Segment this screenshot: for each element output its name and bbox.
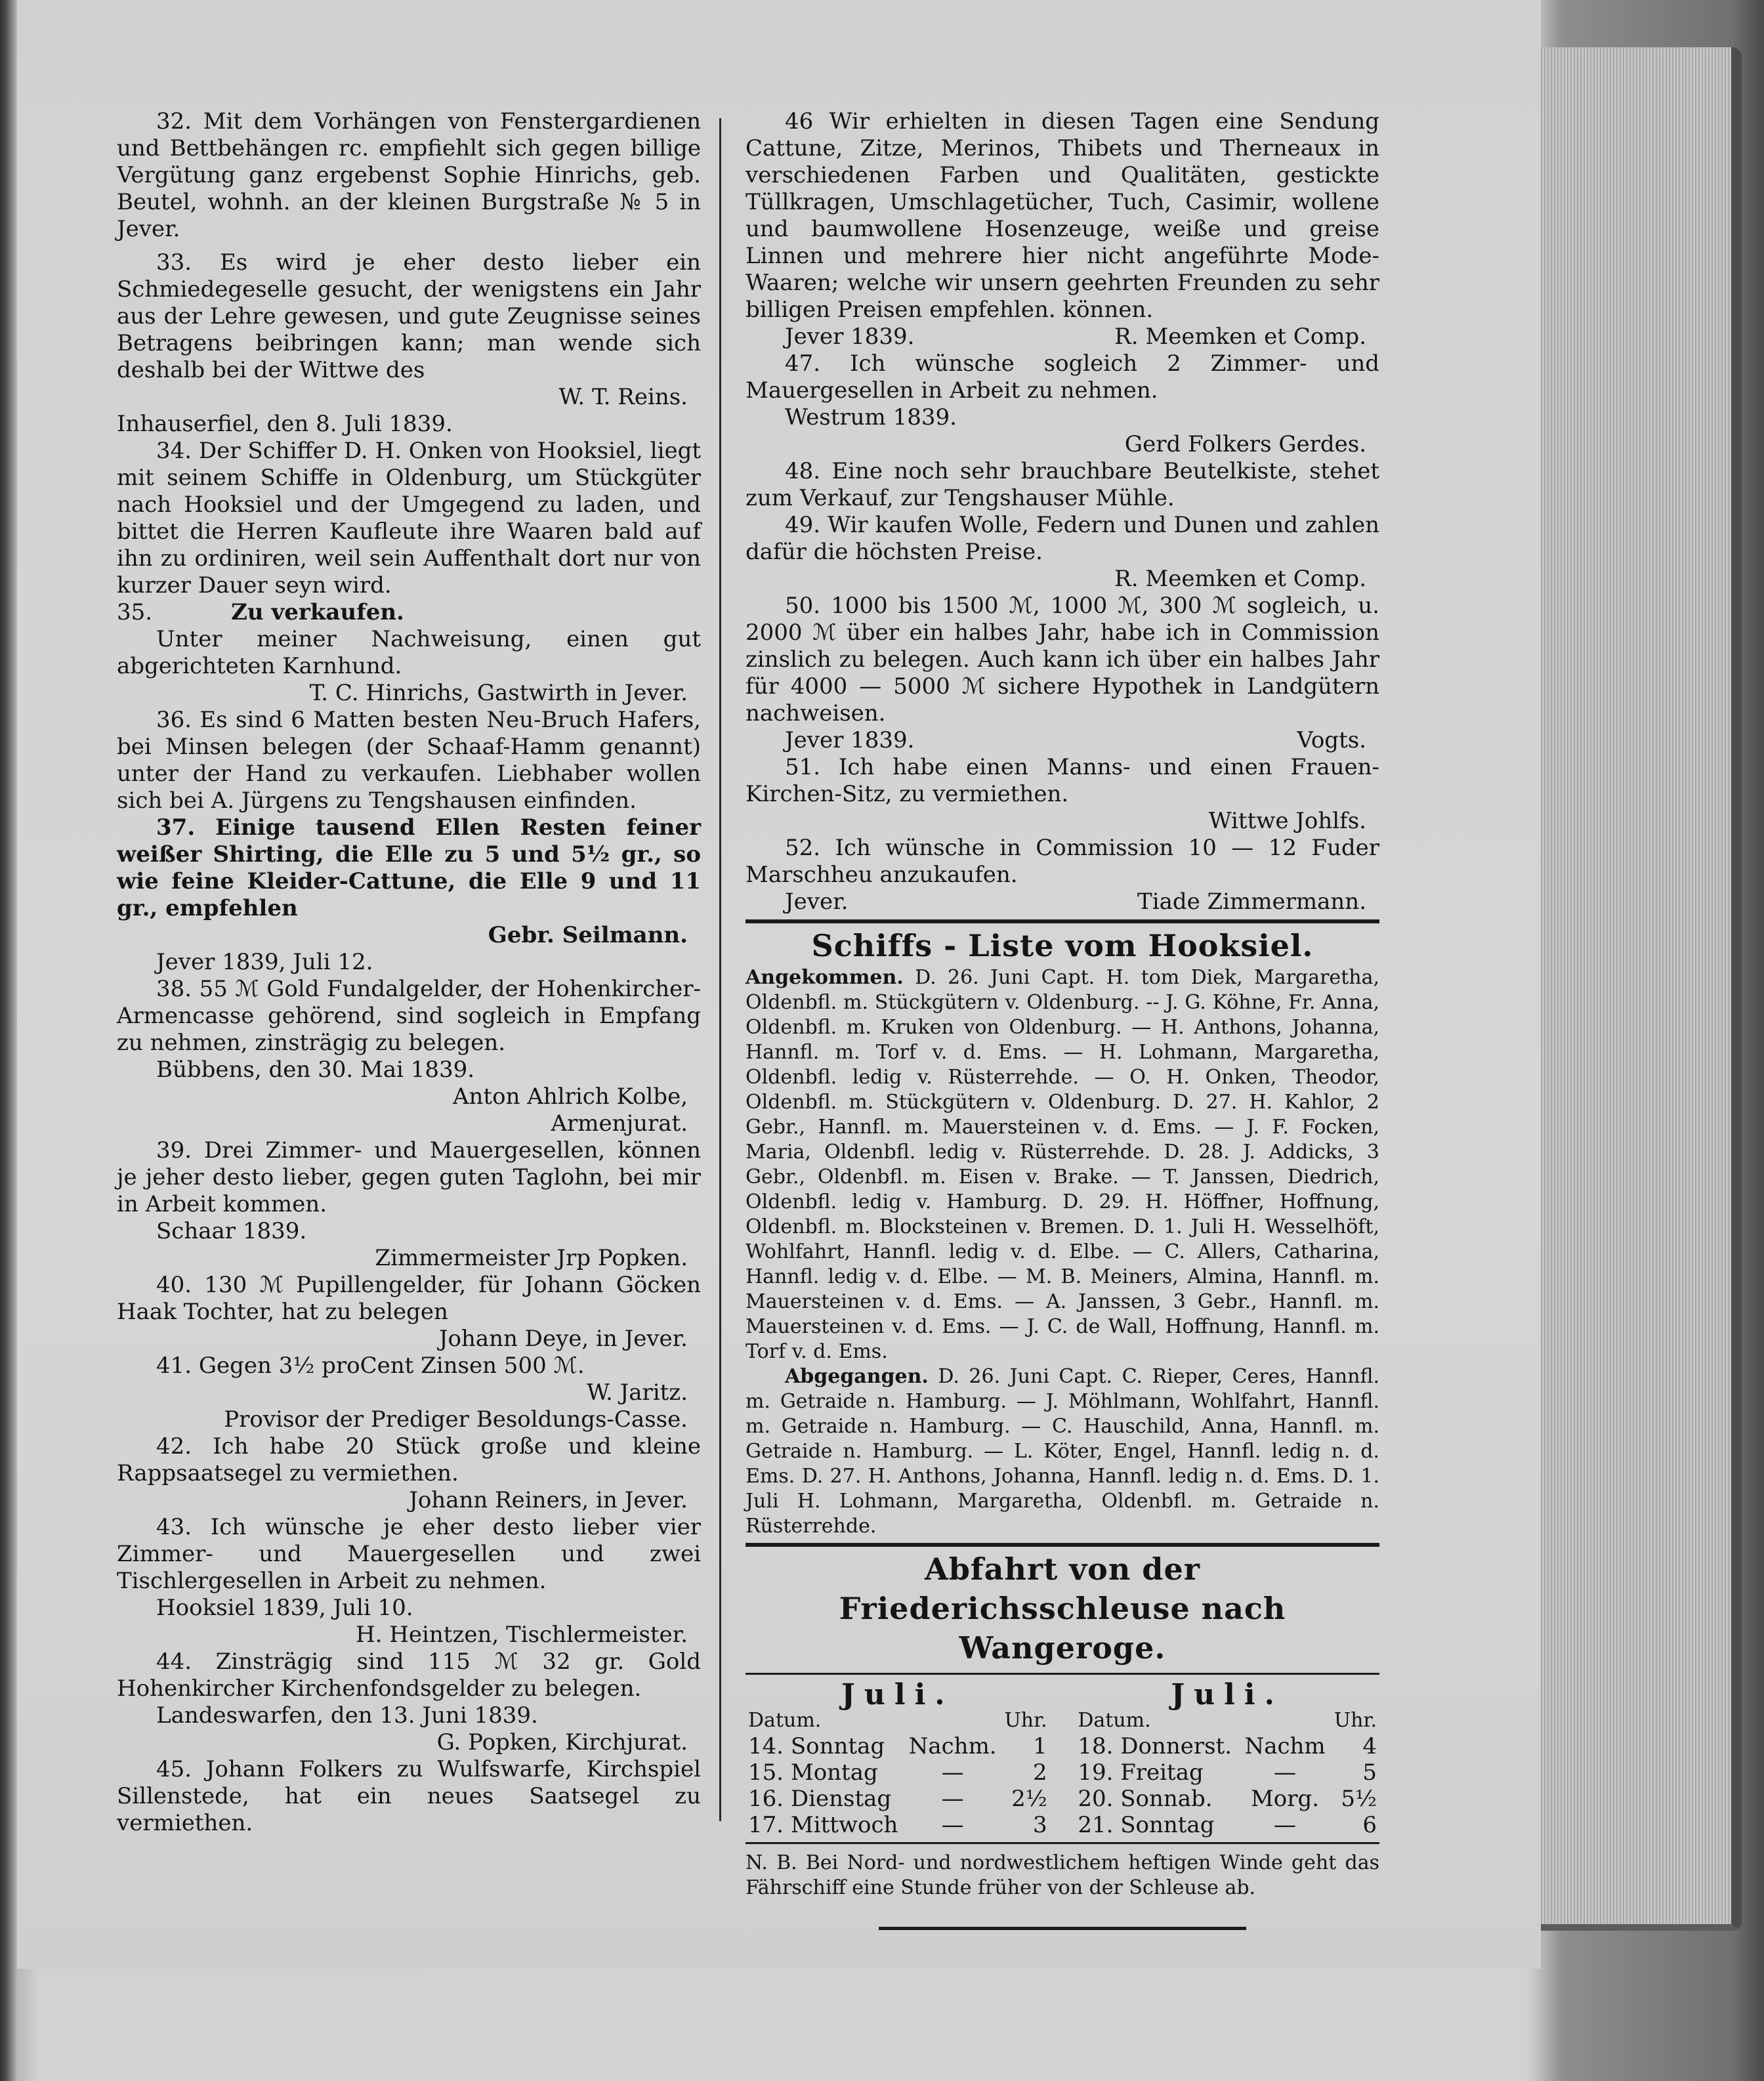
row-date: 21. Sonntag bbox=[1078, 1812, 1215, 1838]
ad-52-signature: Tiade Zimmermann. bbox=[1137, 889, 1366, 915]
col-date: Datum. bbox=[1078, 1709, 1151, 1732]
ad-47-signature: Gerd Folkers Gerdes. bbox=[1124, 431, 1366, 457]
row-hour: 2½ bbox=[1011, 1786, 1047, 1812]
ferry-table-right bbox=[1075, 1708, 1379, 1838]
ship-list-title: Schiffs - Liste vom Hooksiel. bbox=[811, 928, 1314, 963]
row-date: 15. Montag bbox=[748, 1759, 878, 1786]
column-divider bbox=[719, 118, 721, 1821]
book-page-edges bbox=[1541, 47, 1742, 1931]
ad-38: 38. 55 ℳ Gold Fundalgelder, der Hohenkircher-Armencasse gehörend, sind sogleich in Empfang zu nehmen, zinsträgig zu belegen. bbox=[117, 976, 701, 1056]
row-hour: 1 bbox=[1033, 1733, 1047, 1759]
ad-39: 39. Drei Zimmer- und Mauergesellen, können je jeher desto lieber, gegen guten Taglohn, bei mir in Arbeit kommen. bbox=[117, 1137, 701, 1217]
ad-44-date: Landeswarfen, den 13. Juni 1839. bbox=[156, 1702, 538, 1729]
ad-40-signature: Johann Deye, in Jever. bbox=[438, 1326, 688, 1352]
row-date: 16. Dienstag bbox=[748, 1786, 892, 1812]
ad-37: 37. Einige tausend Ellen Resten feiner weißer Shirting, die Elle zu 5 und 5½ gr., so wie feine Kleider-Cattune, die Elle 9 und 11 gr., empfehlen bbox=[117, 814, 701, 921]
row-date: 14. Sonntag bbox=[748, 1733, 885, 1759]
ad-35-heading bbox=[117, 599, 701, 626]
ferry-table-left bbox=[746, 1708, 1050, 1838]
ferry-title: Abfahrt von der Friederichsschleuse nach Wangeroge. bbox=[839, 1551, 1286, 1666]
end-rule bbox=[879, 1927, 1246, 1930]
ad-50: 50. 1000 bis 1500 ℳ, 1000 ℳ, 300 ℳ sogleich, u. 2000 ℳ über ein halbes Jahr, habe ich in Commission zinslich zu belegen. Auch kann ich über ein halbes Jahr für 4000 — 5000 ℳ sichere Hypothek in Landgütern nachweisen. bbox=[746, 593, 1379, 726]
ad-47: 47. Ich wünsche sogleich 2 Zimmer- und Mauergesellen in Arbeit zu nehmen. bbox=[746, 350, 1379, 404]
table-header bbox=[746, 1708, 1050, 1733]
table-row bbox=[1075, 1812, 1379, 1838]
ad-33-signature: W. T. Reins. bbox=[558, 384, 688, 410]
ad-46-footer bbox=[746, 324, 1379, 350]
ad-46: 46 Wir erhielten in diesen Tagen eine Sendung Cattune, Zitze, Merinos, Thibets und Therneaux in verschiedenen Farben und Qualitäten, gestickte Tüllkragen, Umschlagetücher, Tuch, Casimir, wollene und baumwollene Hosenzeuge, weiße und greise Linnen und mehrere hier nicht angeführte Mode-Waaren; welche wir unsern geehrten Freunden zu sehr billigen Preisen empfehlen. können. bbox=[746, 108, 1379, 323]
ad-32: 32. Mit dem Vorhängen von Fenstergardienen und Bettbehängen rc. empfiehlt sich gegen billige Vergütung ganz ergebenst Sophie Hinrichs, geb. Beutel, wohnh. an der kleinen Burgstraße № 5 in Jever. bbox=[117, 108, 701, 242]
row-date: 18. Donnerst. bbox=[1078, 1733, 1232, 1759]
ad-48: 48. Eine noch sehr brauchbare Beutelkiste, stehet zum Verkauf, zur Tengshauser Mühle. bbox=[746, 458, 1379, 511]
table-header bbox=[1075, 1708, 1379, 1733]
table-row bbox=[746, 1733, 1050, 1759]
month-left: Juli. bbox=[841, 1678, 954, 1712]
arrived-label: Angekommen. bbox=[746, 966, 904, 989]
ship-list-arrived bbox=[746, 965, 1379, 1364]
section-rule bbox=[746, 919, 1379, 923]
ad-50-signature: Vogts. bbox=[1297, 727, 1366, 753]
row-part: — bbox=[1274, 1812, 1297, 1838]
ad-43-date: Hooksiel 1839, Juli 10. bbox=[156, 1595, 413, 1621]
ad-51: 51. Ich habe einen Manns- und einen Frauen-Kirchen-Sitz, zu vermiethen. bbox=[746, 754, 1379, 807]
row-hour: 5½ bbox=[1341, 1786, 1377, 1812]
ferry-rule bbox=[746, 1673, 1379, 1675]
ferry-schedule bbox=[746, 1678, 1379, 1838]
ad-33: 33. Es wird je eher desto lieber ein Schmiedegeselle gesucht, der wenigstens ein Jahr aus der Lehre gewesen, und gute Zeugnisse seines Betragens beibringen kann; man wende sich deshalb bei der Wittwe des bbox=[117, 249, 701, 383]
ad-45: 45. Johann Folkers zu Wulfswarfe, Kirchspiel Sillenstede, hat ein neues Saatsegel zu vermiethen. bbox=[117, 1756, 701, 1836]
row-date: 17. Mittwoch bbox=[748, 1812, 898, 1838]
row-hour: 5 bbox=[1362, 1759, 1377, 1786]
ad-36: 36. Es sind 6 Matten besten Neu-Bruch Hafers, bei Minsen belegen (der Schaaf-Hamm genannt) unter der Hand zu verkaufen. Liebhaber wollen sich bei A. Jürgens zu Tengshausen einfinden. bbox=[117, 707, 701, 814]
row-part: — bbox=[941, 1812, 964, 1838]
ad-34-place: Inhauserfiel, den 8. Juli 1839. bbox=[117, 411, 453, 437]
row-part: Morg. bbox=[1250, 1786, 1320, 1812]
row-hour: 3 bbox=[1033, 1812, 1047, 1838]
ad-47-date: Westrum 1839. bbox=[785, 404, 957, 431]
table-row bbox=[1075, 1786, 1379, 1812]
ad-41: 41. Gegen 3½ proCent Zinsen 500 ℳ. bbox=[156, 1353, 585, 1379]
ferry-bottom-rule bbox=[746, 1842, 1379, 1844]
ad-42: 42. Ich habe 20 Stück große und kleine Rappsaatsegel zu vermiethen. bbox=[117, 1433, 701, 1486]
ad-40: 40. 130 ℳ Pupillengelder, für Johann Göcken Haak Tochter, hat zu belegen bbox=[117, 1272, 701, 1325]
ad-35-number: 35. bbox=[117, 599, 153, 625]
ad-46-date: Jever 1839. bbox=[785, 324, 915, 350]
ad-50-date: Jever 1839. bbox=[785, 727, 915, 753]
table-row bbox=[1075, 1733, 1379, 1759]
ad-38-place: Jever 1839, Juli 12. bbox=[156, 949, 373, 975]
table-row bbox=[1075, 1759, 1379, 1786]
right-column bbox=[746, 108, 1379, 1930]
row-hour: 4 bbox=[1362, 1733, 1377, 1759]
row-part: — bbox=[941, 1759, 964, 1786]
ferry-note: N. B. Bei Nord- und nordwestlichem heftigen Winde geht das Fährschiff eine Stunde früher von der Schleuse ab. bbox=[746, 1851, 1379, 1899]
row-date: 20. Sonnab. bbox=[1078, 1786, 1213, 1812]
ad-43: 43. Ich wünsche je eher desto lieber vier Zimmer- und Mauergesellen und zwei Tischlergesellen in Arbeit zu nehmen. bbox=[117, 1514, 701, 1594]
table-row bbox=[746, 1786, 1050, 1812]
ad-43-signature: H. Heintzen, Tischlermeister. bbox=[356, 1622, 688, 1648]
departed-label: Abgegangen. bbox=[785, 1365, 929, 1388]
ad-49-signature: R. Meemken et Comp. bbox=[1114, 566, 1366, 592]
table-row bbox=[746, 1759, 1050, 1786]
ad-44: 44. Zinsträgig sind 115 ℳ 32 gr. Gold Hohenkircher Kirchenfondsgelder zu belegen. bbox=[117, 1649, 701, 1702]
month-right: Juli. bbox=[1171, 1678, 1284, 1712]
ad-37-signature: Gebr. Seilmann. bbox=[488, 922, 688, 948]
ad-38-signature-title: Armenjurat. bbox=[551, 1110, 688, 1137]
ad-35-title: Zu verkaufen. bbox=[231, 599, 404, 625]
ad-52-date: Jever. bbox=[785, 889, 849, 915]
ad-44-signature: G. Popken, Kirchjurat. bbox=[436, 1729, 688, 1755]
ad-46-signature: R. Meemken et Comp. bbox=[1114, 324, 1366, 350]
table-row bbox=[746, 1812, 1050, 1838]
ad-34: 34. Der Schiffer D. H. Onken von Hooksiel, liegt mit seinem Schiffe in Oldenburg, um Stückgüter nach Hooksiel und der Umgegend zu laden, und bittet die Herren Kaufleute ihre Waaren bald auf ihn zu ordiniren, weil sein Auffenthalt dort nur von kurzer Dauer seyn wird. bbox=[117, 438, 701, 599]
section-rule bbox=[746, 1543, 1379, 1547]
row-hour: 2 bbox=[1033, 1759, 1047, 1786]
departed-text: D. 26. Juni Capt. C. Rieper, Ceres, Hannfl. m. Getraide n. Hamburg. — J. Möhlmann, Wohlfahrt, Hannfl. m. Getraide n. Hamburg. — C. Hauschild, Anna, Hannfl. m. Getraide n. Hamburg. — L. Köter, Engel, Hannfl. ledig n. d. Ems. D. 27. H. Anthons, Johanna, Hannfl. ledig n. d. Ems. D. 1. Juli H. Lohmann, Margaretha, Oldenbfl. m. Getraide n. Rüsterrehde. bbox=[746, 1365, 1379, 1538]
ad-42-signature: Johann Reiners, in Jever. bbox=[409, 1487, 688, 1513]
ad-52-footer bbox=[746, 889, 1379, 915]
col-date: Datum. bbox=[748, 1709, 822, 1732]
ferry-schedule-left bbox=[746, 1678, 1050, 1838]
ad-41-signature: W. Jaritz. bbox=[586, 1379, 688, 1406]
ad-41-signature-title: Provisor der Prediger Besoldungs-Casse. bbox=[224, 1406, 688, 1433]
ad-49: 49. Wir kaufen Wolle, Federn und Dunen und zahlen dafür die höchsten Preise. bbox=[746, 512, 1379, 565]
row-part: Nachm. bbox=[908, 1733, 997, 1759]
ad-35-signature: T. C. Hinrichs, Gastwirth in Jever. bbox=[309, 680, 688, 706]
row-date: 19. Freitag bbox=[1078, 1759, 1204, 1786]
row-part: — bbox=[941, 1786, 964, 1812]
ad-52: 52. Ich wünsche in Commission 10 — 12 Fuder Marschheu anzukaufen. bbox=[746, 835, 1379, 888]
col-hour: Uhr. bbox=[1334, 1709, 1377, 1732]
ad-50-footer bbox=[746, 727, 1379, 754]
row-part: Nachm bbox=[1244, 1733, 1326, 1759]
ship-list-departed bbox=[746, 1364, 1379, 1539]
ad-38-signature: Anton Ahlrich Kolbe, bbox=[452, 1083, 688, 1110]
ferry-schedule-right bbox=[1075, 1678, 1379, 1838]
ad-38-date: Bübbens, den 30. Mai 1839. bbox=[156, 1057, 475, 1083]
row-hour: 6 bbox=[1362, 1812, 1377, 1838]
row-part: — bbox=[1274, 1759, 1297, 1786]
arrived-text: D. 26. Juni Capt. H. tom Diek, Margaretha, Oldenbfl. m. Stückgütern v. Oldenburg. -- J. G. Köhne, Fr. Anna, Oldenbfl. m. Kruken von Oldenburg. — H. Anthons, Johanna, Hannfl. m. Torf v. d. Ems. — H. Lohmann, Margaretha, Oldenbfl. ledig v. Rüsterrehde. — O. H. Onken, Theodor, Oldenbfl. m. Stückgütern v. Oldenburg. D. 27. H. Kahlor, 2 Gebr., Hannfl. m. Mauersteinen v. d. Ems. — J. F. Focken, Maria, Oldenbfl. ledig v. Rüsterrehde. D. 28. J. Addicks, 3 Gebr., Oldenbfl. m. Eisen v. Brake. — T. Janssen, Diedrich, Oldenbfl. ledig v. Hamburg. D. 29. H. Höffner, Hoffnung, Oldenbfl. m. Blocksteinen v. Bremen. D. 1. Juli H. Wesselhöft, Wohlfahrt, Hannfl. ledig v. d. Elbe. — C. Allers, Catharina, Hannfl. ledig v. d. Elbe. — M. B. Meiners, Almina, Hannfl. m. Mauersteinen v. d. Ems. — A. Janssen, 3 Gebr., Hannfl. m. Mauersteinen v. d. Ems. — J. C. de Wall, Hoffnung, Hannfl. m. Torf v. d. Ems. bbox=[746, 966, 1379, 1363]
ad-35: Unter meiner Nachweisung, einen gut abgerichteten Karnhund. bbox=[117, 626, 701, 679]
ad-51-signature: Wittwe Johlfs. bbox=[1208, 808, 1366, 834]
ad-39-signature: Zimmermeister Jrp Popken. bbox=[375, 1245, 688, 1271]
left-column bbox=[117, 108, 701, 1837]
ad-39-date: Schaar 1839. bbox=[156, 1218, 307, 1244]
col-hour: Uhr. bbox=[1004, 1709, 1047, 1732]
